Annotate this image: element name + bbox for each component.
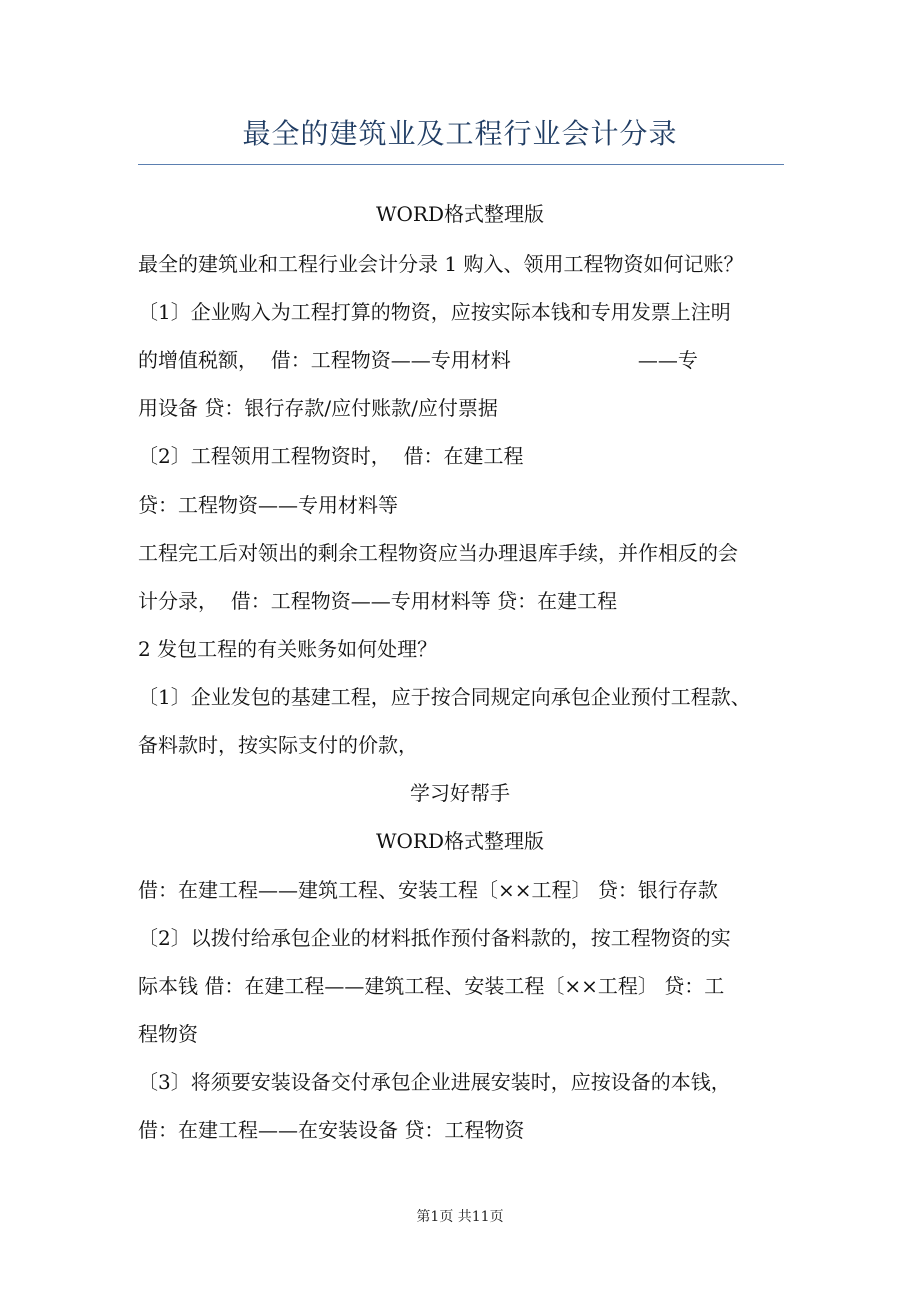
body-line: 工程完工后对领出的剩余工程物资应当办理退库手续，并作相反的会 [138,541,738,565]
body-line: 借：在建工程——在安装设备 贷：工程物资 [138,1118,525,1142]
body-line: 〔2〕以拨付给承包企业的材料抵作预付备料款的，按工程物资的实 [138,926,731,950]
word-format-tag: WORD格式整理版 [375,202,545,226]
body-line: 的增值税额， 借：工程物资——专用材料 ——专 [138,348,698,372]
body-line: 〔3〕将须要安装设备交付承包企业进展安装时，应按设备的本钱， [138,1070,731,1094]
document-title: 最全的建筑业及工程行业会计分录 [242,117,678,150]
page-number: 第1页 共11页 [416,1209,504,1225]
study-helper-tag: 学习好帮手 [410,781,510,805]
body-line: 2 发包工程的有关账务如何处理？ [138,637,438,661]
body-line: 〔1〕企业购入为工程打算的物资，应按实际本钱和专用发票上注明 [138,300,731,324]
body-line: 最全的建筑业和工程行业会计分录 1 购入、领用工程物资如何记账？ [138,252,744,276]
body-line: 贷：工程物资——专用材料等 [138,493,398,517]
word-format-tag: WORD格式整理版 [375,829,545,853]
body-line: 〔2〕工程领用工程物资时， 借：在建工程 [138,444,524,468]
body-line: 程物资 [138,1022,198,1046]
title-divider [138,164,784,165]
body-line: 用设备 贷：银行存款/应付账款/应付票据 [138,396,498,420]
body-line: 备料款时，按实际支付的价款， [138,733,418,757]
body-line: 〔1〕企业发包的基建工程，应于按合同规定向承包企业预付工程款、 [138,685,751,709]
body-line: 计分录， 借：工程物资——专用材料等 贷：在建工程 [138,589,618,613]
body-line: 际本钱 借：在建工程——建筑工程、安装工程〔××工程〕 贷：工 [138,974,725,998]
body-line: 借：在建工程——建筑工程、安装工程〔××工程〕 贷：银行存款 [138,878,718,902]
